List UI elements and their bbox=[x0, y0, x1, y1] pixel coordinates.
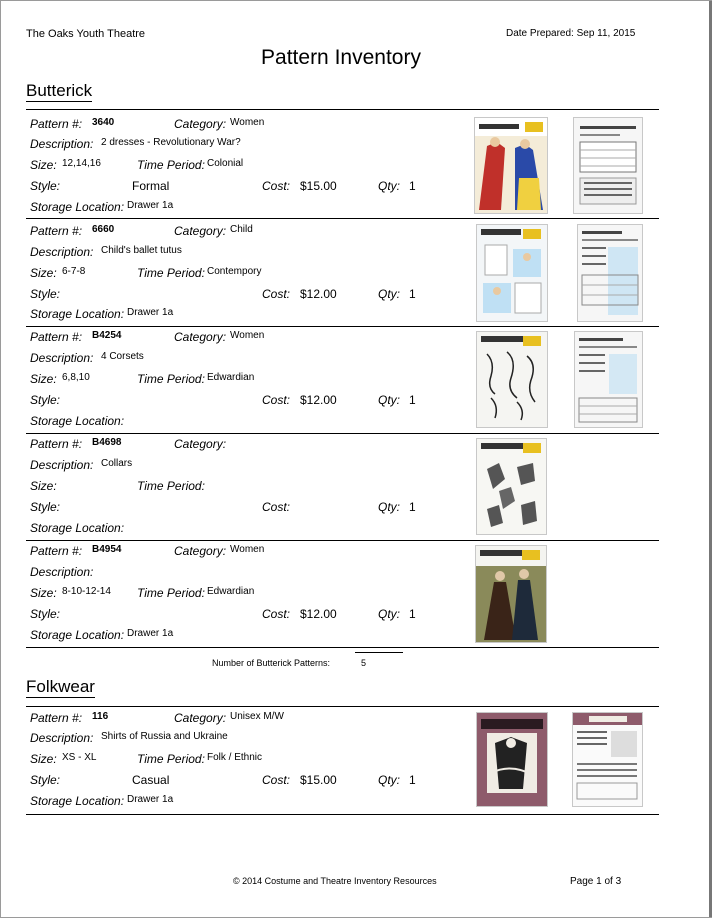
date-value: Sep 11, 2015 bbox=[576, 28, 636, 39]
pattern-row bbox=[26, 219, 659, 326]
qty-label: Qty: bbox=[378, 773, 401, 787]
pattern-number: 6660 bbox=[92, 224, 115, 235]
description-value: 4 Corsets bbox=[101, 351, 144, 362]
cost-label: Cost: bbox=[262, 773, 291, 787]
style-value: Formal bbox=[132, 179, 170, 193]
pattern-count-value: 5 bbox=[361, 658, 367, 668]
qty-value: 1 bbox=[409, 500, 416, 514]
qty-value: 1 bbox=[409, 179, 416, 193]
pattern-count-label: Number of Butterick Patterns: bbox=[212, 658, 331, 668]
cost-value: $12.00 bbox=[300, 607, 337, 621]
pattern-back-image bbox=[577, 224, 643, 322]
size-value: 6,8,10 bbox=[62, 372, 90, 383]
style-label: Style: bbox=[30, 500, 61, 514]
qty-label: Qty: bbox=[378, 607, 401, 621]
pattern-back-image bbox=[574, 331, 643, 428]
qty-value: 1 bbox=[409, 393, 416, 407]
size-label: Size: bbox=[30, 752, 57, 766]
description-label: Description: bbox=[30, 245, 94, 259]
pattern-front-image bbox=[476, 331, 548, 428]
size-label: Size: bbox=[30, 158, 57, 172]
qty-label: Qty: bbox=[378, 393, 401, 407]
pattern-front-image bbox=[476, 224, 548, 322]
time-period-label: Time Period: bbox=[137, 752, 205, 766]
storage-label: Storage Location: bbox=[30, 414, 125, 428]
size-value: 6-7-8 bbox=[62, 266, 86, 277]
pattern-number: 3640 bbox=[92, 117, 115, 128]
style-label: Style: bbox=[30, 773, 61, 787]
pattern-front-image bbox=[475, 545, 547, 643]
pattern-number-label: Pattern #: bbox=[30, 711, 83, 725]
style-label: Style: bbox=[30, 287, 61, 301]
qty-label: Qty: bbox=[378, 179, 401, 193]
row-divider bbox=[26, 814, 659, 815]
pattern-number: B4254 bbox=[92, 330, 122, 341]
time-period-value: Folk / Ethnic bbox=[207, 752, 263, 763]
pattern-number: 116 bbox=[92, 711, 109, 722]
description-label: Description: bbox=[30, 351, 94, 365]
cost-value: $12.00 bbox=[300, 393, 337, 407]
storage-label: Storage Location: bbox=[30, 628, 125, 642]
time-period-value: Edwardian bbox=[207, 372, 255, 383]
date-prepared bbox=[506, 28, 635, 39]
description-value: Shirts of Russia and Ukraine bbox=[101, 731, 228, 742]
description-label: Description: bbox=[30, 458, 94, 472]
pattern-number-label: Pattern #: bbox=[30, 330, 83, 344]
pattern-number-label: Pattern #: bbox=[30, 117, 83, 131]
cost-label: Cost: bbox=[262, 393, 291, 407]
section-title-folkwear: Folkwear bbox=[26, 677, 95, 696]
qty-value: 1 bbox=[409, 287, 416, 301]
description-label: Description: bbox=[30, 731, 94, 745]
pattern-front-image bbox=[476, 438, 547, 535]
time-period-label: Time Period: bbox=[137, 586, 205, 600]
time-period-label: Time Period: bbox=[137, 372, 205, 386]
page-number: Page 1 of 3 bbox=[570, 876, 622, 887]
page-title: Pattern Inventory bbox=[261, 46, 421, 69]
storage-value: Drawer 1a bbox=[127, 200, 174, 211]
storage-label: Storage Location: bbox=[30, 794, 125, 808]
size-value: 12,14,16 bbox=[62, 158, 101, 169]
pattern-row bbox=[26, 110, 659, 217]
size-label: Size: bbox=[30, 479, 57, 493]
date-label: Date Prepared: bbox=[506, 28, 574, 39]
size-label: Size: bbox=[30, 266, 57, 280]
pattern-back-image bbox=[573, 117, 643, 214]
category-label: Category: bbox=[174, 224, 227, 238]
category-value: Women bbox=[230, 544, 265, 555]
cost-value: $15.00 bbox=[300, 179, 337, 193]
category-label: Category: bbox=[174, 437, 227, 451]
style-label: Style: bbox=[30, 607, 61, 621]
time-period-label: Time Period: bbox=[137, 479, 205, 493]
qty-value: 1 bbox=[409, 607, 416, 621]
description-label: Description: bbox=[30, 565, 94, 579]
cost-label: Cost: bbox=[262, 179, 291, 193]
organization-name: The Oaks Youth Theatre bbox=[26, 28, 146, 40]
cost-value: $12.00 bbox=[300, 287, 337, 301]
footer-copyright: © 2014 Costume and Theatre Inventory Resources bbox=[233, 876, 437, 886]
category-value: Child bbox=[230, 224, 253, 235]
cost-label: Cost: bbox=[262, 500, 291, 514]
storage-label: Storage Location: bbox=[30, 200, 125, 214]
category-label: Category: bbox=[174, 711, 227, 725]
pattern-front-image bbox=[474, 117, 548, 214]
count-underline bbox=[355, 652, 403, 653]
style-label: Style: bbox=[30, 179, 61, 193]
category-value: Women bbox=[230, 117, 265, 128]
size-label: Size: bbox=[30, 586, 57, 600]
pattern-row bbox=[26, 434, 659, 541]
category-label: Category: bbox=[174, 544, 227, 558]
pattern-row bbox=[26, 541, 659, 648]
category-value: Unisex M/W bbox=[230, 711, 284, 722]
cost-label: Cost: bbox=[262, 287, 291, 301]
size-value: 8-10-12-14 bbox=[62, 586, 111, 597]
time-period-value: Edwardian bbox=[207, 586, 255, 597]
time-period-value: Contempory bbox=[207, 266, 262, 277]
size-value: XS - XL bbox=[62, 752, 97, 763]
description-label: Description: bbox=[30, 137, 94, 151]
qty-value: 1 bbox=[409, 773, 416, 787]
storage-label: Storage Location: bbox=[30, 307, 125, 321]
row-divider bbox=[26, 647, 659, 648]
pattern-number-label: Pattern #: bbox=[30, 224, 83, 238]
description-value: Collars bbox=[101, 458, 133, 469]
storage-value: Drawer 1a bbox=[127, 628, 174, 639]
qty-label: Qty: bbox=[378, 287, 401, 301]
storage-value: Drawer 1a bbox=[127, 794, 174, 805]
size-label: Size: bbox=[30, 372, 57, 386]
qty-label: Qty: bbox=[378, 500, 401, 514]
section-title-butterick: Butterick bbox=[26, 81, 93, 100]
pattern-row bbox=[26, 707, 659, 814]
time-period-label: Time Period: bbox=[137, 266, 205, 280]
storage-label: Storage Location: bbox=[30, 521, 125, 535]
time-period-label: Time Period: bbox=[137, 158, 205, 172]
style-value: Casual bbox=[132, 773, 170, 787]
pattern-number: B4698 bbox=[92, 437, 122, 448]
category-value: Women bbox=[230, 330, 265, 341]
pattern-number: B4954 bbox=[92, 544, 122, 555]
description-value: 2 dresses - Revolutionary War? bbox=[101, 137, 241, 148]
pattern-back-image bbox=[572, 712, 643, 807]
pattern-number-label: Pattern #: bbox=[30, 544, 83, 558]
pattern-front-image bbox=[476, 712, 548, 807]
cost-label: Cost: bbox=[262, 607, 291, 621]
storage-value: Drawer 1a bbox=[127, 307, 174, 318]
category-label: Category: bbox=[174, 330, 227, 344]
pattern-number-label: Pattern #: bbox=[30, 437, 83, 451]
style-label: Style: bbox=[30, 393, 61, 407]
pattern-row bbox=[26, 327, 659, 434]
cost-value: $15.00 bbox=[300, 773, 337, 787]
category-label: Category: bbox=[174, 117, 227, 131]
description-value: Child's ballet tutus bbox=[101, 245, 182, 256]
time-period-value: Colonial bbox=[207, 158, 244, 169]
